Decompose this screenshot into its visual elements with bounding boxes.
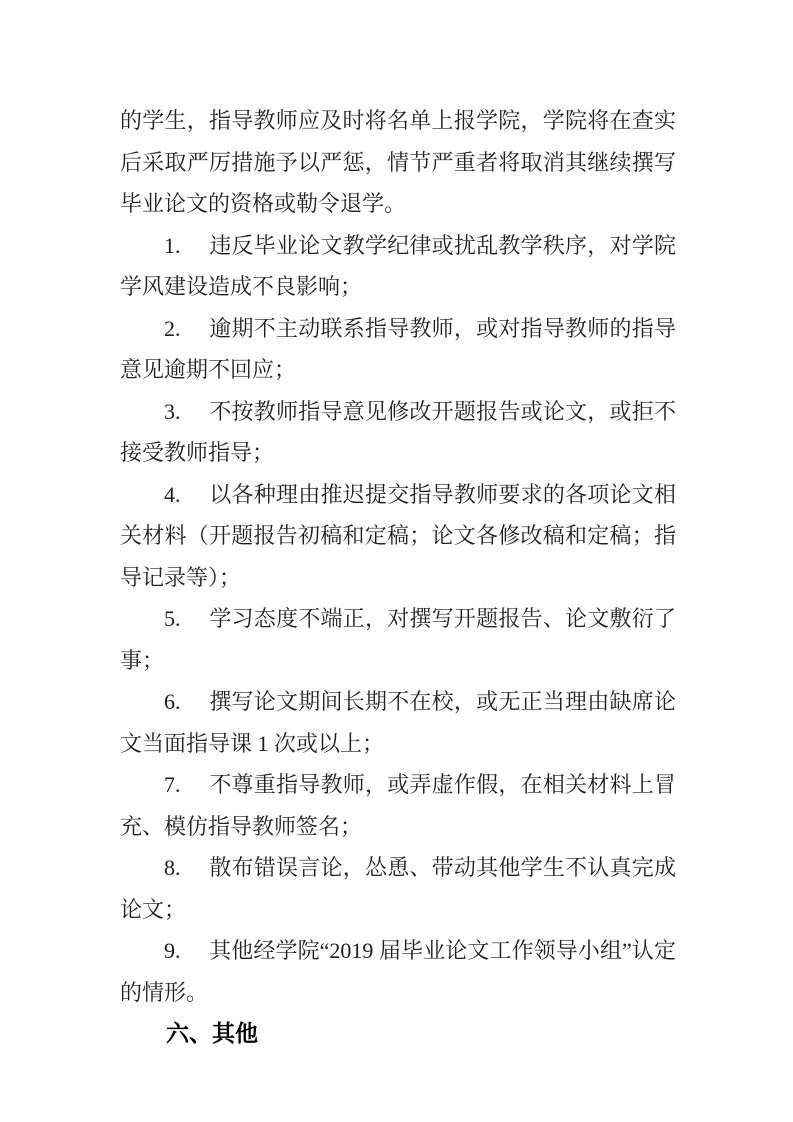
list-number: 1.: [164, 232, 181, 258]
list-item-8: [120, 847, 676, 930]
list-text: 违反毕业论文教学纪律或扰乱教学秩序，对学院学风建设造成不良影响；: [120, 232, 676, 299]
list-item-5: [120, 598, 676, 681]
list-number: 3.: [164, 398, 181, 424]
list-item-7: [120, 764, 676, 847]
list-number: 4.: [164, 481, 181, 507]
list-number: 2.: [164, 315, 181, 341]
list-item-2: [120, 308, 676, 391]
list-text: 散布错误言论，怂恿、带动其他学生不认真完成论文；: [120, 855, 676, 922]
list-item-4: [120, 474, 676, 599]
list-text: 撰写论文期间长期不在校，或无正当理由缺席论文当面指导课 1 次或以上；: [120, 689, 676, 756]
list-number: 8.: [164, 855, 181, 880]
list-number: 7.: [164, 772, 181, 797]
list-item-6: [120, 681, 676, 764]
paragraph: 的学生，指导教师应及时将名单上报学院，学院将在查实后采取严厉措施予以严惩，情节严重者将取消其继续撰写毕业论文的资格或勒令退学。: [120, 108, 676, 216]
list-text: 其他经学院“2019 届毕业论文工作领导小组”认定的情形。: [120, 938, 676, 1005]
list-text: 逾期不主动联系指导教师，或对指导教师的指导意见逾期不回应；: [120, 315, 676, 382]
list-number: 6.: [164, 689, 181, 714]
list-item-9: [120, 930, 676, 1013]
list-text: 不按教师指导意见修改开题报告或论文，或拒不接受教师指导；: [120, 398, 676, 465]
list-item-3: [120, 391, 676, 474]
document-body: [120, 100, 676, 1055]
list-text: 不尊重指导教师，或弄虚作假，在相关材料上冒充、模仿指导教师签名；: [120, 772, 676, 839]
list-text: 以各种理由推迟提交指导教师要求的各项论文相关材料（开题报告初稿和定稿；论文各修改稿和定稿；指导记录等）；: [120, 481, 676, 590]
section-heading: 六、其他: [166, 1020, 258, 1046]
list-number: 5.: [164, 606, 181, 631]
list-number: 9.: [164, 938, 181, 963]
list-text: 学习态度不端正，对撰写开题报告、论文敷衍了事；: [120, 606, 676, 673]
list-item-1: [120, 225, 676, 308]
